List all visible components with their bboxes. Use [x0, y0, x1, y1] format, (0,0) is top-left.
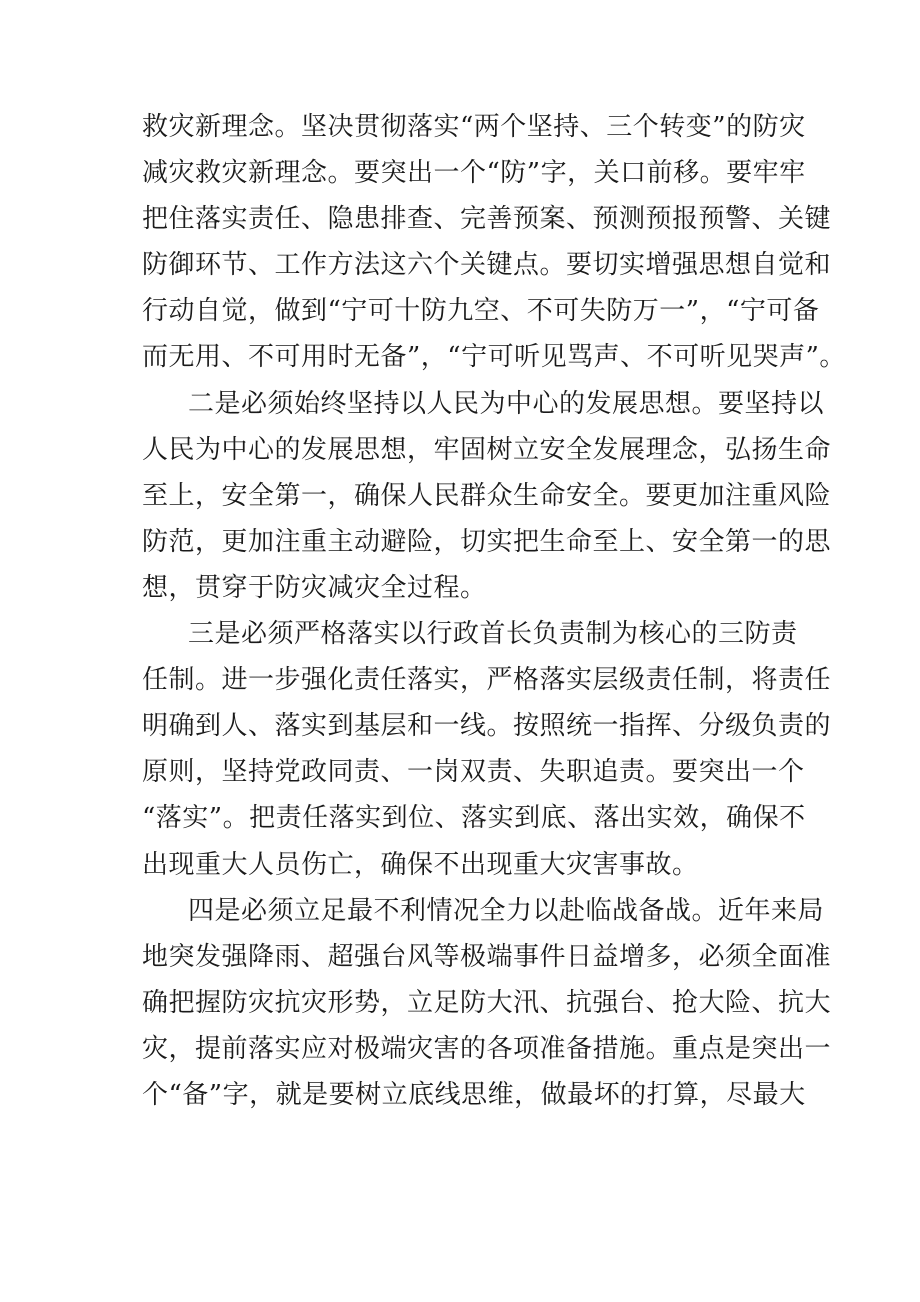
text-line: 任制。进一步强化责任落实，严格落实层级责任制，将责任: [142, 665, 832, 696]
text-line: 地突发强降雨、超强台风等极端事件日益增多，必须全面准: [142, 941, 832, 972]
text-line: 减灾救灾新理念。要突出一个“防”字，关口前移。要牢牢: [142, 158, 806, 189]
text-line: 个“备”字，就是要树立底线思维，做最坏的打算，尽最大: [142, 1079, 806, 1110]
text-line: 确把握防灾抗灾形势，立足防大汛、抗强台、抢大险、抗大: [142, 987, 832, 1018]
text-line: 四是必须立足最不利情况全力以赴临战备战。近年来局: [188, 895, 825, 926]
text-line: 原则，坚持党政同责、一岗双责、失职追责。要突出一个: [142, 757, 805, 788]
text-line: 救灾新理念。坚决贯彻落实“两个坚持、三个转变”的防灾: [142, 112, 806, 142]
text-line: 防范，更加注重主动避险，切实把生命至上、安全第一的思: [142, 526, 832, 557]
document-body: [142, 104, 846, 1118]
paragraph-4: [142, 888, 832, 1118]
text-line: 至上，安全第一，确保人民群众生命安全。要更加注重风险: [142, 480, 832, 511]
text-line: 三是必须严格落实以行政首长负责制为核心的三防责: [188, 619, 798, 650]
paragraph-1: [142, 104, 846, 381]
paragraph-3: [142, 611, 832, 888]
text-line: 出现重大人员伤亡，确保不出现重大灾害事故。: [142, 849, 699, 880]
text-line: 二是必须始终坚持以人民为中心的发展思想。要坚持以: [188, 388, 825, 419]
paragraph-2: [142, 381, 832, 611]
text-line: 想，贯穿于防灾减灾全过程。: [142, 572, 487, 603]
text-line: 防御环节、工作方法这六个关键点。要切实增强思想自觉和: [142, 250, 832, 281]
text-line: “落实”。把责任落实到位、落实到底、落出实效，确保不: [142, 803, 806, 834]
text-line: 人民为中心的发展思想，牢固树立安全发展理念，弘扬生命: [142, 434, 832, 465]
text-line: 而无用、不可用时无备”，“宁可听见骂声、不可听见哭声”。: [142, 342, 846, 373]
text-line: 灾，提前落实应对极端灾害的各项准备措施。重点是突出一: [142, 1033, 832, 1064]
text-line: 把住落实责任、隐患排查、完善预案、预测预报预警、关键: [142, 204, 832, 235]
text-line: 明确到人、落实到基层和一线。按照统一指挥、分级负责的: [142, 711, 832, 742]
text-line: 行动自觉，做到“宁可十防九空、不可失防万一”，“宁可备: [142, 296, 820, 327]
